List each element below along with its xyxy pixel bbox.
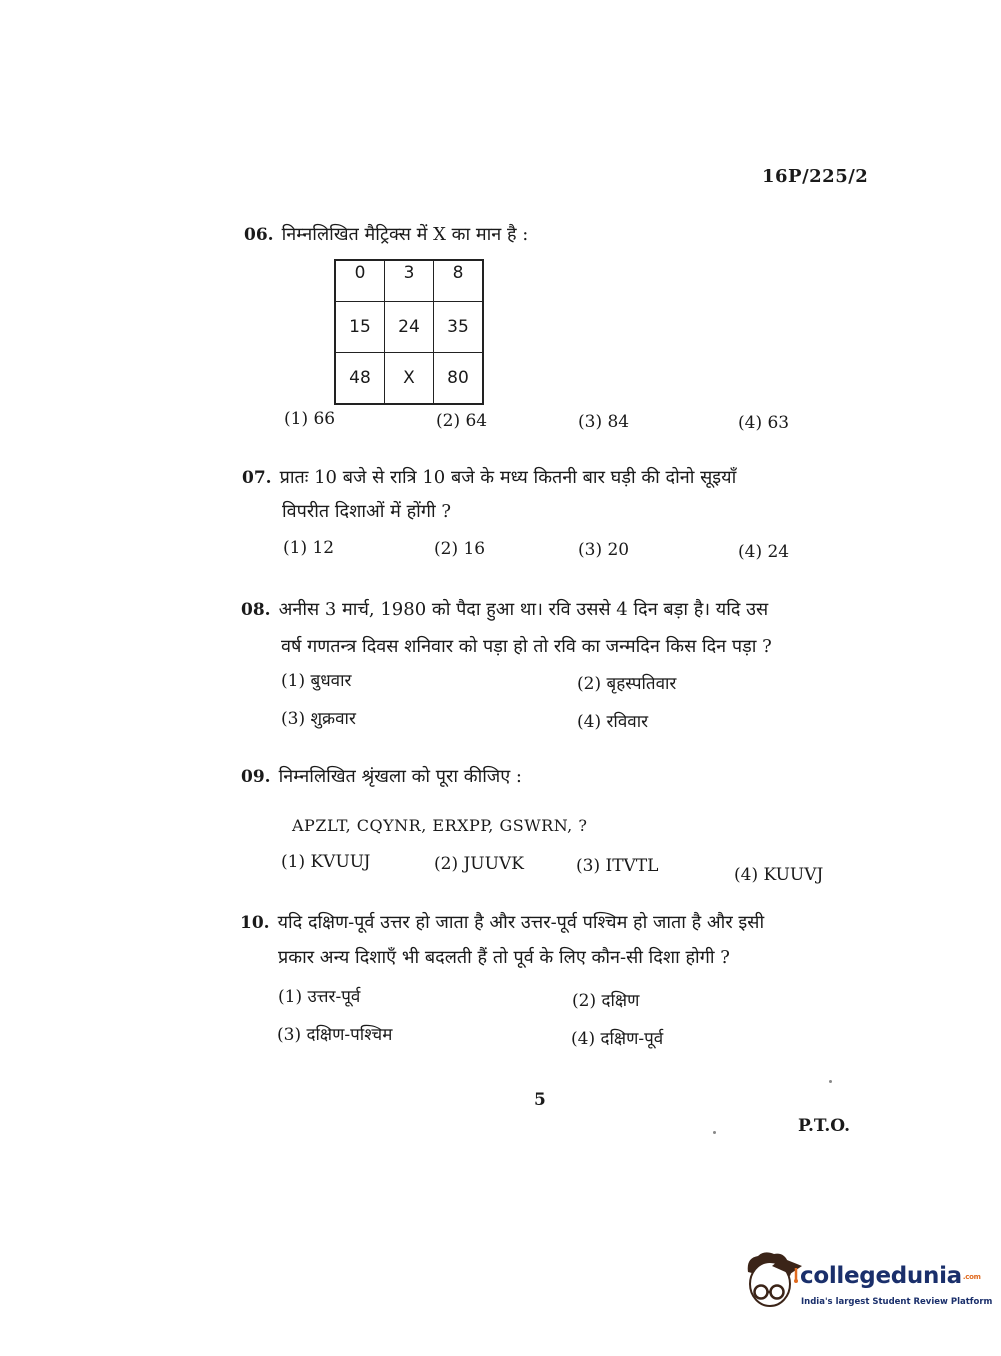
logo-suffix: .com xyxy=(962,1272,981,1281)
question-number: 10. xyxy=(240,913,270,933)
question-text-line: प्रकार अन्य दिशाएँ भी बदलती हैं तो पूर्व के लिए कौन-सी दिशा होगी ? xyxy=(278,947,730,968)
scan-speck xyxy=(713,1131,716,1134)
option-2: (2) बृहस्पतिवार xyxy=(577,674,677,694)
matrix-cell: 35 xyxy=(434,302,484,353)
question-number: 08. xyxy=(241,600,271,620)
question-text: निम्नलिखित मैट्रिक्स में X का मान है : xyxy=(281,224,529,245)
matrix-cell: 80 xyxy=(434,353,484,405)
question-text: यदि दक्षिण-पूर्व उत्तर हो जाता है और उत्तर-पूर्व पश्चिम हो जाता है और इसी xyxy=(277,912,765,933)
option-4: (4) दक्षिण-पूर्व xyxy=(571,1029,664,1049)
option-2: (2) दक्षिण xyxy=(572,991,640,1011)
logo-name: collegedunia xyxy=(800,1263,962,1289)
question-10 xyxy=(240,910,764,934)
question-06 xyxy=(244,222,528,246)
letter-sequence: APZLT, CQYNR, ERXPP, GSWRN, ? xyxy=(292,816,588,835)
option-1: (1) बुधवार xyxy=(281,671,352,691)
paper-code: 16P/225/2 xyxy=(762,166,869,187)
option-1: (1) 12 xyxy=(283,538,335,558)
matrix-cell: 48 xyxy=(335,353,385,405)
question-number: 09. xyxy=(241,767,271,787)
matrix-cell: 15 xyxy=(335,302,385,353)
question-07 xyxy=(242,465,736,489)
question-text-line: विपरीत दिशाओं में होंगी ? xyxy=(282,501,452,522)
question-number: 06. xyxy=(244,225,274,245)
page-number: 5 xyxy=(534,1090,546,1110)
option-4: (4) 63 xyxy=(738,413,790,433)
pto-label: P.T.O. xyxy=(798,1116,850,1136)
option-1: (1) KVUUJ xyxy=(281,852,371,872)
question-text: प्रातः 10 बजे से रात्रि 10 बजे के मध्य कितनी बार घड़ी की दोनो सूइयाँ xyxy=(279,467,737,488)
option-3: (3) 84 xyxy=(578,412,630,432)
option-3: (3) शुक्रवार xyxy=(281,709,356,729)
option-2: (2) 16 xyxy=(434,539,486,559)
option-1: (1) उत्तर-पूर्व xyxy=(278,987,361,1007)
collegedunia-logo-text xyxy=(800,1263,981,1289)
option-2: (2) JUUVK xyxy=(434,854,524,874)
question-text: निम्नलिखित श्रृंखला को पूरा कीजिए : xyxy=(278,766,522,787)
logo-tagline: India's largest Student Review Platform xyxy=(801,1297,993,1307)
question-08 xyxy=(241,597,768,621)
question-text-line: वर्ष गणतन्त्र दिवस शनिवार को पड़ा हो तो रवि का जन्मदिन किस दिन पड़ा ? xyxy=(281,636,772,657)
option-3: (3) 20 xyxy=(578,540,630,560)
number-matrix xyxy=(334,259,484,405)
option-3: (3) ITVTL xyxy=(576,856,659,876)
option-3: (3) दक्षिण-पश्चिम xyxy=(277,1025,393,1045)
option-4: (4) रविवार xyxy=(577,712,649,732)
option-4: (4) KUUVJ xyxy=(734,865,824,885)
matrix-cell: 3 xyxy=(385,260,434,302)
option-4: (4) 24 xyxy=(738,542,790,562)
scan-speck xyxy=(829,1080,832,1083)
question-number: 07. xyxy=(242,468,272,488)
matrix-cell: 8 xyxy=(434,260,484,302)
option-2: (2) 64 xyxy=(436,411,488,431)
question-09 xyxy=(241,764,522,788)
matrix-cell: 24 xyxy=(385,302,434,353)
question-text: अनीस 3 मार्च, 1980 को पैदा हुआ था। रवि उससे 4 दिन बड़ा है। यदि उस xyxy=(278,599,769,620)
matrix-cell: 0 xyxy=(335,260,385,302)
matrix-cell: X xyxy=(385,353,434,405)
option-1: (1) 66 xyxy=(284,409,336,429)
